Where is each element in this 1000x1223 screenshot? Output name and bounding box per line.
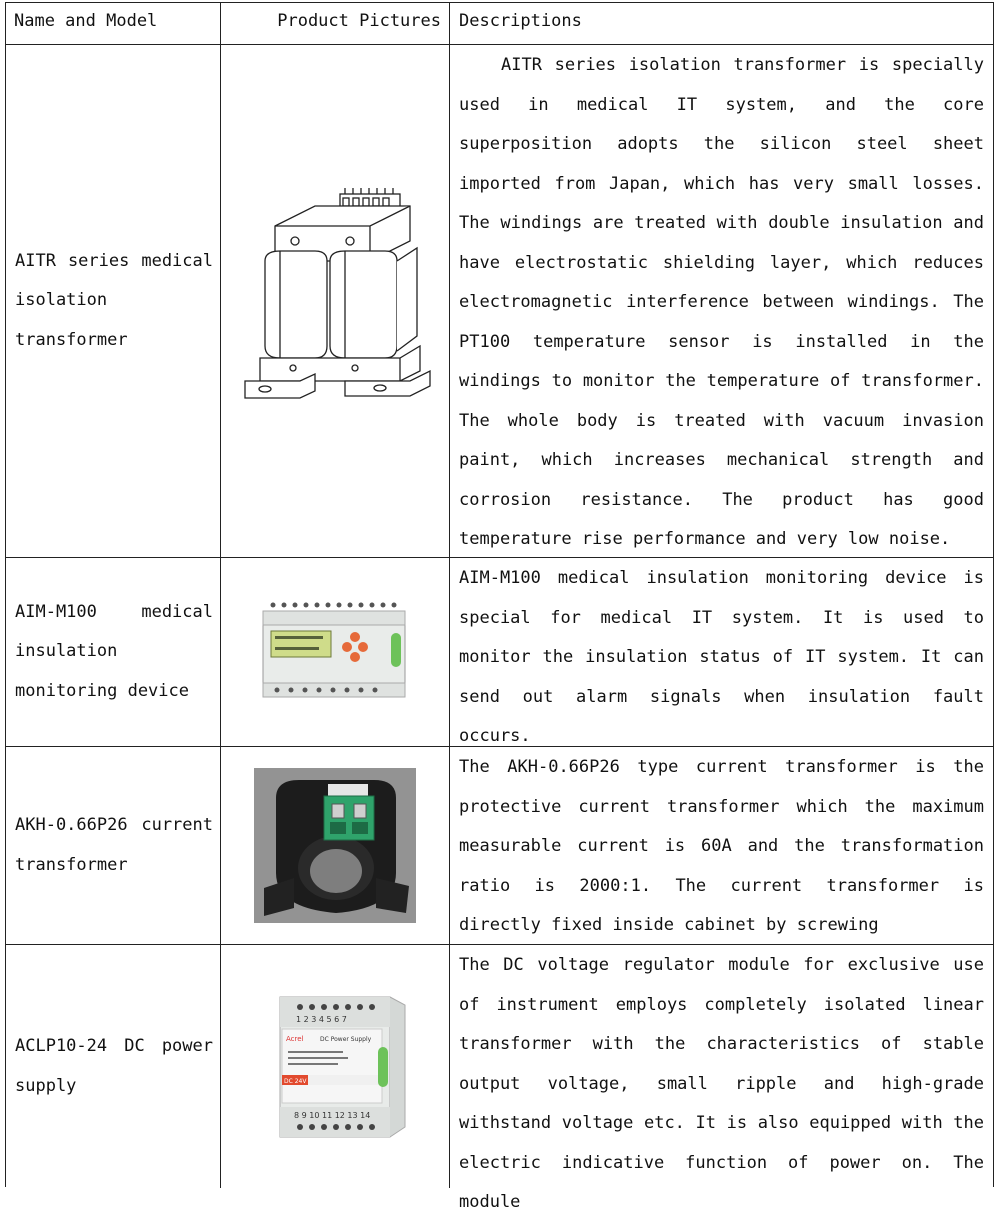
brand-logo: Acrel	[286, 1034, 304, 1043]
product-table	[5, 2, 994, 1212]
table-header-row	[6, 3, 993, 45]
table-row	[6, 558, 993, 747]
insulation-monitor-image	[255, 597, 415, 707]
product-picture-cell	[221, 45, 450, 557]
isolation-transformer-image	[235, 186, 435, 416]
table-row	[6, 45, 993, 558]
product-description: The DC voltage regulator module for exclusive use of instrument employs completely isolated linear transformer with the characteristics of stable output voltage, small ripple and high-grade withstand voltage etc. It is also equipped with the electric indicative function of power on. The module	[459, 955, 984, 1212]
header-cell-pictures	[221, 3, 450, 44]
header-name-model: Name and Model	[14, 11, 158, 31]
product-picture-cell	[221, 945, 450, 1188]
table-row	[6, 747, 993, 945]
header-product-pictures: Product Pictures	[277, 11, 441, 31]
product-name: AIM-M100 medical insulation monitoring device	[15, 601, 213, 701]
product-picture-cell	[221, 558, 450, 746]
product-picture-cell	[221, 747, 450, 944]
header-cell-name	[6, 3, 221, 44]
product-description: The AKH-0.66P26 type current transformer is the protective current transformer which the maximum measurable current is 60A and the transformation ratio is 2000:1. The current transformer is directly fixed inside cabinet by screwing	[459, 757, 984, 935]
header-descriptions: Descriptions	[459, 11, 582, 31]
table-row	[6, 945, 993, 1212]
product-name-cell	[6, 45, 221, 557]
product-description-cell	[450, 747, 993, 944]
product-description-cell	[450, 45, 993, 557]
current-transformer-image	[254, 768, 416, 923]
header-cell-descriptions	[450, 3, 993, 44]
product-description-cell	[450, 558, 993, 746]
product-description: AIM-M100 medical insulation monitoring device is special for medical IT system. It is used to monitor the insulation status of IT system. It can send out alarm signals when insulation fault occurs.	[459, 568, 984, 746]
product-name: AKH-0.66P26 current transformer	[15, 815, 213, 875]
module-tag: DC 24V	[284, 1077, 307, 1085]
product-name-cell	[6, 945, 221, 1188]
product-name: AITR series medical isolation transformer	[15, 250, 213, 350]
product-description: AITR series isolation transformer is specially used in medical IT system, and the core superposition adopts the silicon steel sheet imported from Japan, which has very small losses. The windings are treated with double insulation and have electrostatic shielding layer, which reduces electromagnetic interference between windings. The PT100 temperature sensor is installed in the windings to monitor the temperature of transformer. The whole body is treated with vacuum invasion paint, which increases mechanical strength and corrosion resistance. The product has good temperature rise performance and very low noise.	[459, 55, 984, 549]
product-description-cell	[450, 945, 993, 1212]
module-label-title: DC Power Supply	[320, 1035, 372, 1043]
terminal-numbers-bottom: 8 9 10 11 12 13 14	[294, 1110, 371, 1120]
product-name-cell	[6, 558, 221, 746]
dc-power-supply-image	[260, 987, 410, 1147]
product-name-cell	[6, 747, 221, 944]
terminal-numbers-top: 1 2 3 4 5 6 7	[296, 1014, 347, 1024]
product-name: ACLP10-24 DC power supply	[15, 1036, 213, 1096]
